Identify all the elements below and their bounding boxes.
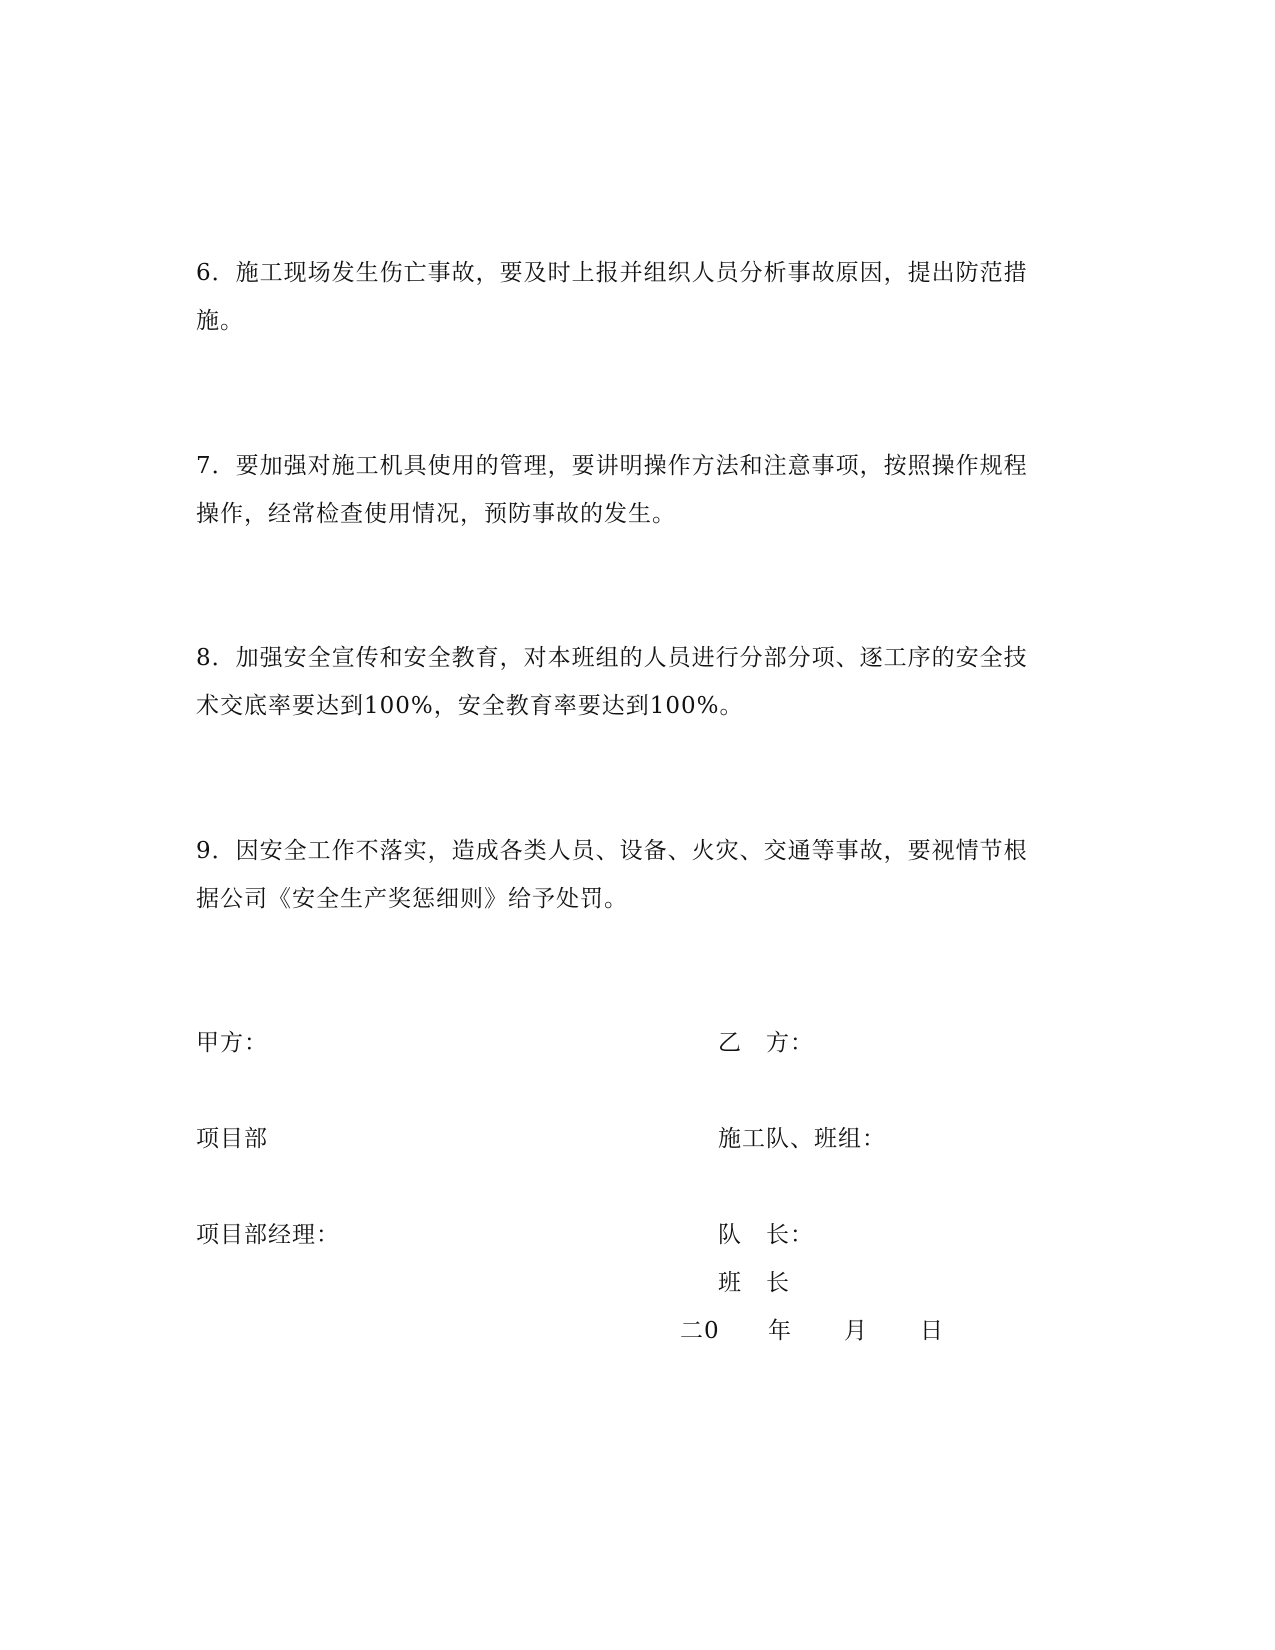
team-label: 施工队、班组： <box>718 1126 886 1152</box>
captain-label: 队 长： <box>718 1222 814 1248</box>
clause-8-line-1: 8．加强安全宣传和安全教育，对本班组的人员进行分部分项、逐工序的安全技 <box>196 645 1028 671</box>
project-dept-label: 项目部 <box>196 1126 268 1152</box>
signature-date <box>680 1316 944 1346</box>
clause-8-line-2: 术交底率要达到100%，安全教育率要达到100%。 <box>196 693 744 719</box>
date-year-label: 年 <box>768 1318 792 1344</box>
clause-9-line-2: 据公司《安全生产奖惩细则》给予处罚。 <box>196 886 628 912</box>
clause-6-line-2: 施。 <box>196 308 244 334</box>
date-day-label: 日 <box>920 1318 944 1344</box>
clause-9-line-1: 9．因安全工作不落实，造成各类人员、设备、火灾、交通等事故，要视情节根 <box>196 838 1028 864</box>
party-a-label: 甲方： <box>196 1030 268 1056</box>
clause-7-line-2: 操作，经常检查使用情况，预防事故的发生。 <box>196 501 676 527</box>
date-prefix: 二0 <box>680 1318 720 1344</box>
clause-6-line-1: 6．施工现场发生伤亡事故，要及时上报并组织人员分析事故原因，提出防范措 <box>196 260 1028 286</box>
project-manager-label: 项目部经理： <box>196 1222 340 1248</box>
monitor-label: 班 长 <box>718 1270 790 1296</box>
clause-7-line-1: 7．要加强对施工机具使用的管理，要讲明操作方法和注意事项，按照操作规程 <box>196 453 1028 479</box>
date-month-label: 月 <box>844 1318 868 1344</box>
party-b-label: 乙 方： <box>718 1030 814 1056</box>
